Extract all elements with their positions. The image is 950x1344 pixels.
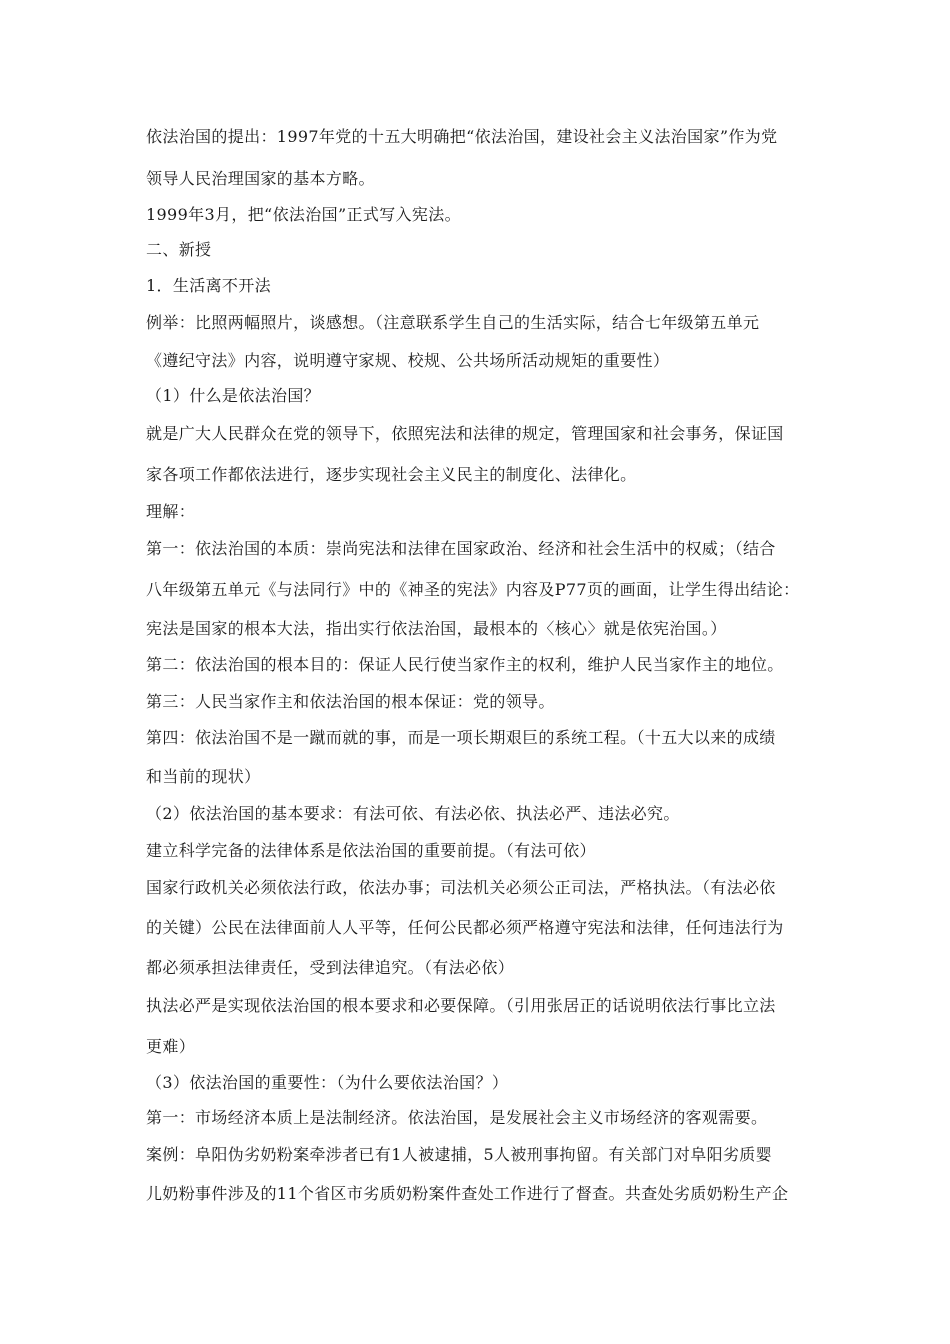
text-line: 第一：依法治国的本质：崇尚宪法和法律在国家政治、经济和社会生活中的权威；（结合	[146, 539, 776, 558]
text-line: 领导人民治理国家的基本方略。	[146, 169, 375, 188]
question-heading: （3）依法治国的重要性：（为什么要依法治国？）	[146, 1073, 509, 1092]
text-line: 第一：市场经济本质上是法制经济。依法治国，是发展社会主义市场经济的客观需要。	[146, 1108, 768, 1127]
text-line: 第四：依法治国不是一蹴而就的事，而是一项长期艰巨的系统工程。（十五大以来的成绩	[146, 728, 776, 747]
text-line: 案例：阜阳伪劣奶粉案牵涉者已有1人被逮捕，5人被刑事拘留。有关部门对阜阳劣质婴	[146, 1145, 773, 1164]
text-line: 国家行政机关必须依法行政，依法办事；司法机关必须公正司法，严格执法。（有法必依	[146, 878, 776, 897]
question-heading: （2）依法治国的基本要求：有法可依、有法必依、执法必严、违法必究。	[146, 804, 680, 823]
subsection-heading: 1．生活离不开法	[146, 276, 271, 295]
text-line: 建立科学完备的法律体系是依法治国的重要前提。（有法可依）	[146, 841, 596, 860]
text-line: 执法必严是实现依法治国的根本要求和必要保障。（引用张居正的话说明依法行事比立法	[146, 996, 776, 1015]
text-line: 第三：人民当家作主和依法治国的根本保证：党的领导。	[146, 692, 555, 711]
text-line: 第二：依法治国的根本目的：保证人民行使当家作主的权利，维护人民当家作主的地位。	[146, 655, 784, 674]
text-line: 家各项工作都依法进行，逐步实现社会主义民主的制度化、法律化。	[146, 465, 637, 484]
text-line: 1999年3月，把“依法治国”正式写入宪法。	[146, 205, 461, 224]
text-line: 《遵纪守法》内容，说明遵守家规、校规、公共场所活动规矩的重要性）	[146, 351, 670, 370]
text-line: 依法治国的提出：1997年党的十五大明确把“依法治国，建设社会主义法治国家”作为党	[146, 127, 778, 146]
text-line: 都必须承担法律责任，受到法律追究。（有法必依）	[146, 958, 515, 977]
section-heading: 二、新授	[146, 240, 212, 259]
question-heading: （1）什么是依法治国？	[146, 386, 321, 405]
text-line: 就是广大人民群众在党的领导下，依照宪法和法律的规定，管理国家和社会事务，保证国	[146, 424, 784, 443]
text-line: 理解：	[146, 502, 196, 521]
text-line: 宪法是国家的根本大法，指出实行依法治国，最根本的〈核心〉就是依宪治国。）	[146, 619, 727, 638]
text-line: 儿奶粉事件涉及的11个省区市劣质奶粉案件查处工作进行了督查。共查处劣质奶粉生产企	[146, 1184, 789, 1203]
text-line: 更难）	[146, 1037, 196, 1056]
text-line: 和当前的现状）	[146, 767, 261, 786]
text-line: 八年级第五单元《与法同行》中的《神圣的宪法》内容及P77页的画面，让学生得出结论：	[146, 580, 800, 599]
text-line: 例举：比照两幅照片，谈感想。（注意联系学生自己的生活实际，结合七年级第五单元	[146, 313, 760, 332]
text-line: 的关键）公民在法律面前人人平等，任何公民都必须严格遵守宪法和法律，任何违法行为	[146, 918, 784, 937]
